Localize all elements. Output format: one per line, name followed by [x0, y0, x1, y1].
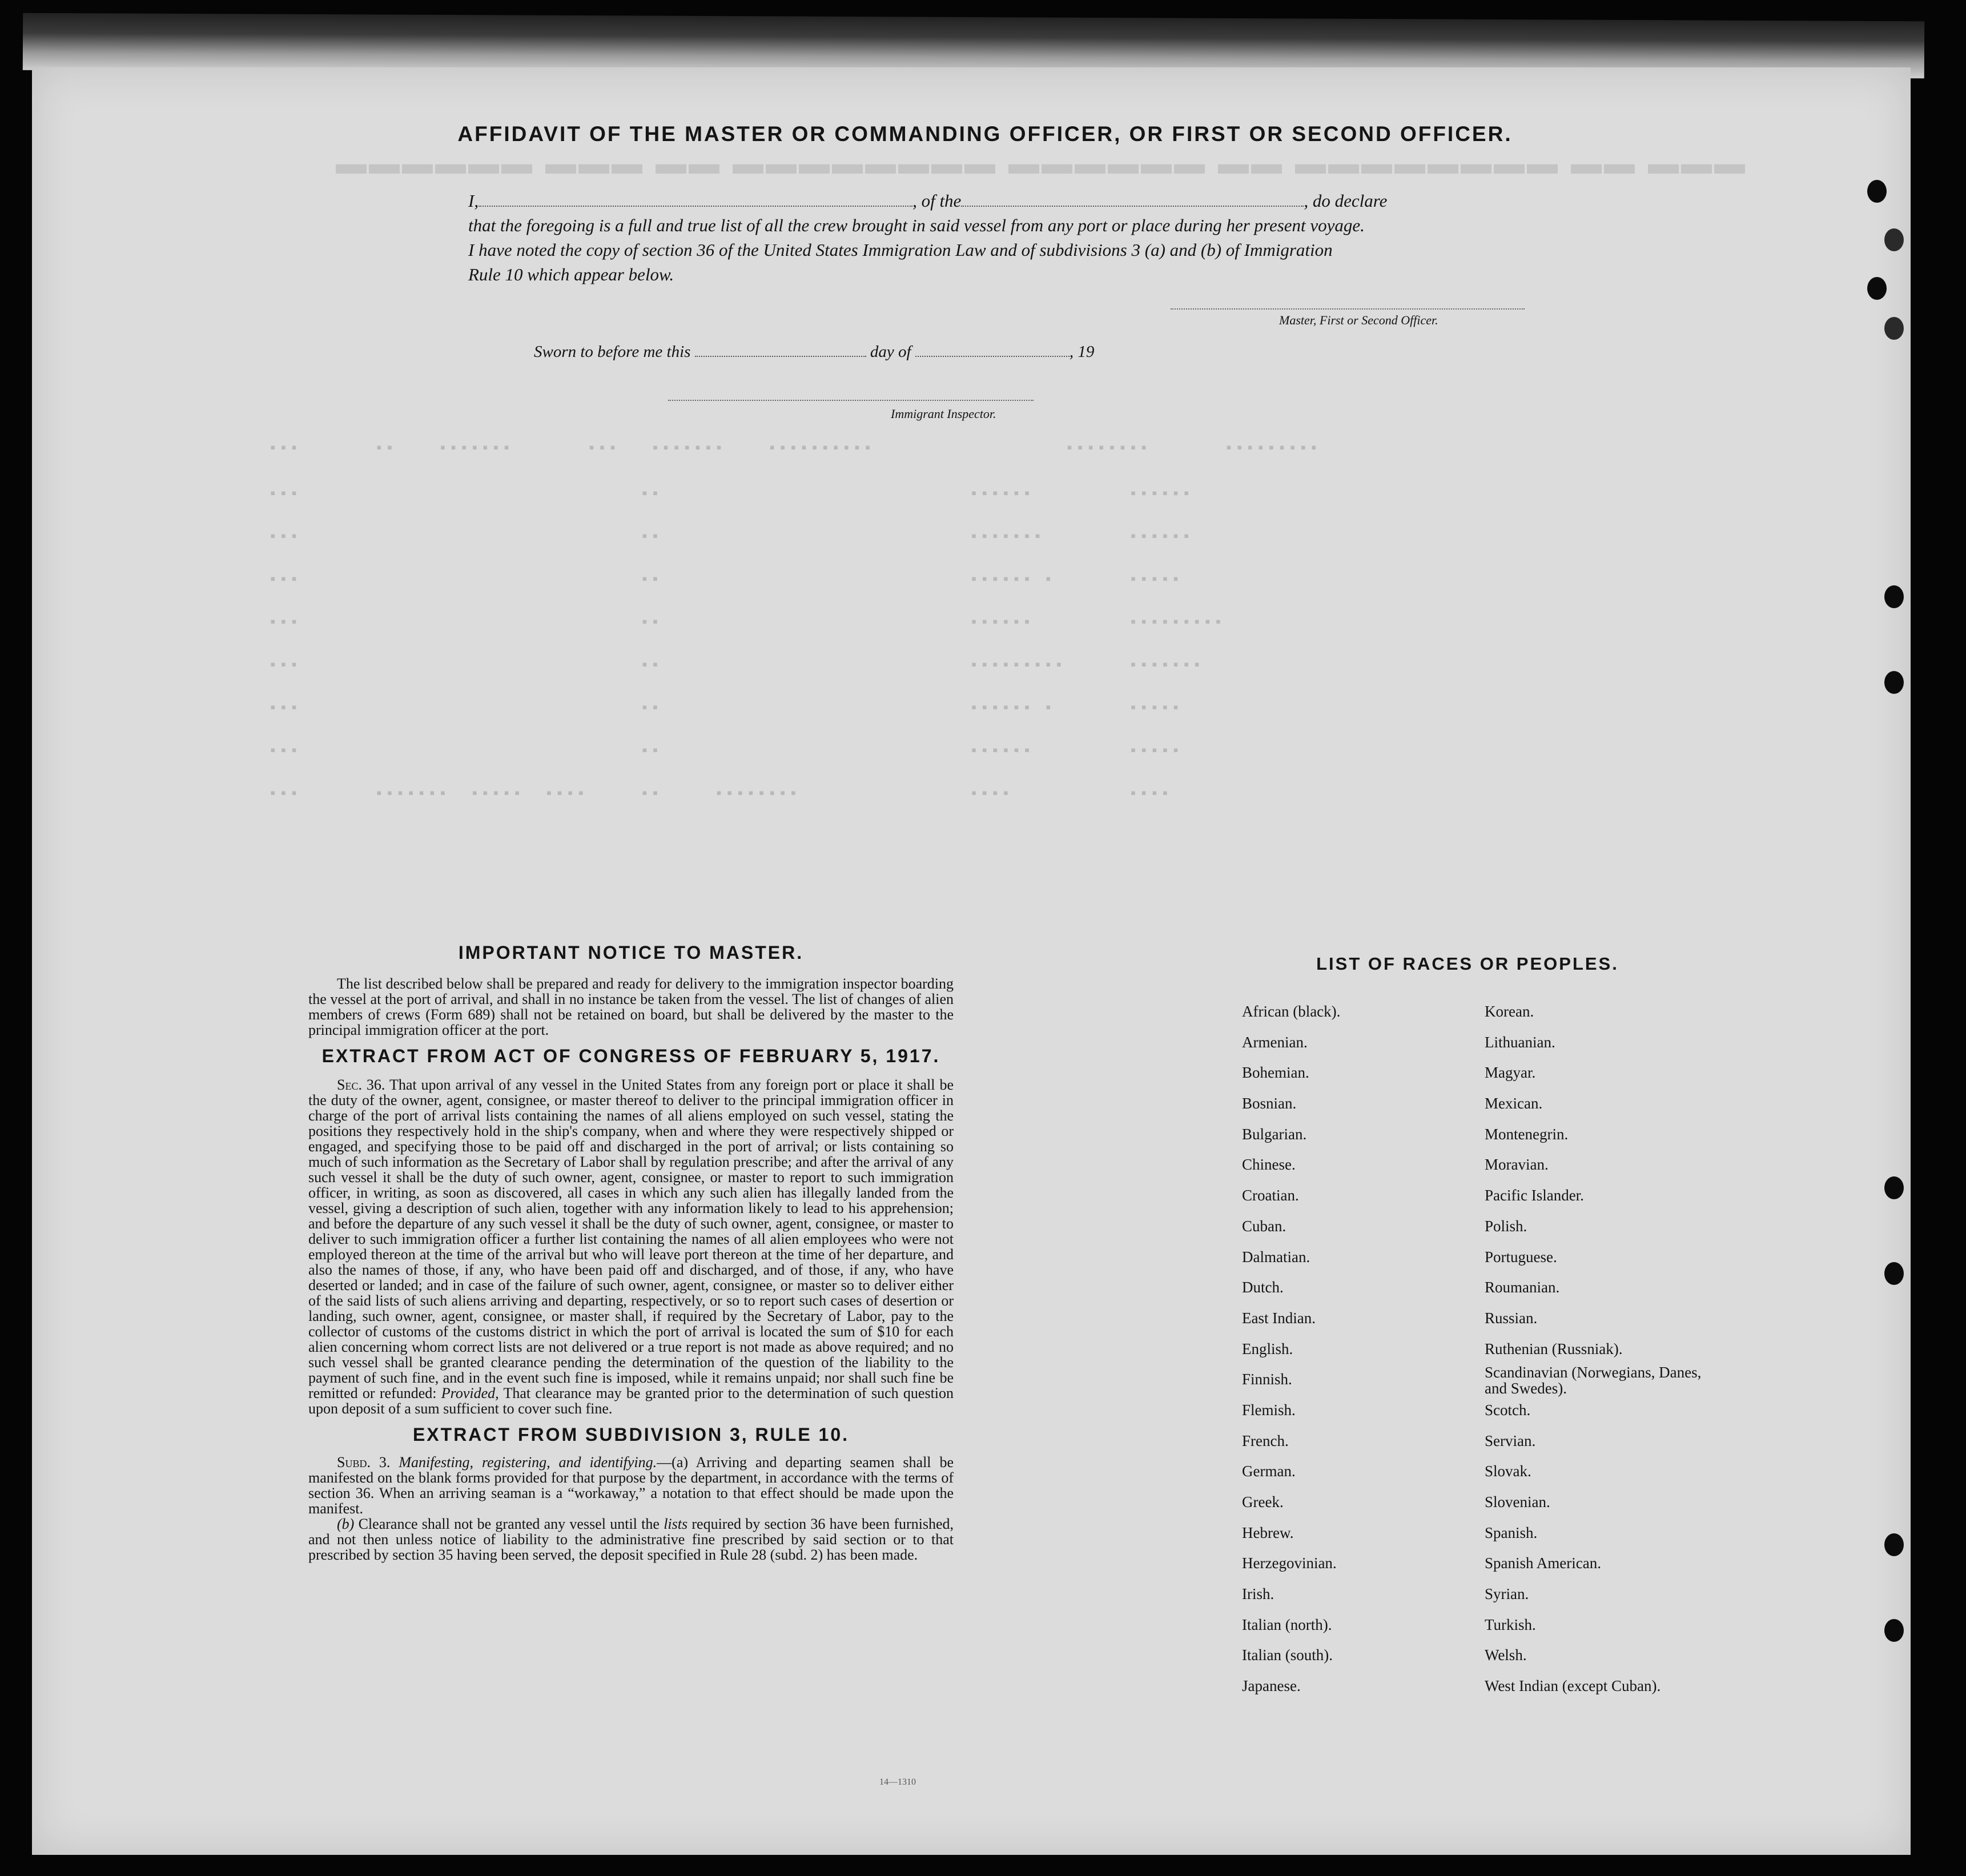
year-label: , 19 — [1069, 343, 1095, 361]
race-item: Moravian. — [1485, 1156, 1549, 1174]
race-item: Flemish. — [1242, 1401, 1296, 1419]
race-item: Montenegrin. — [1485, 1125, 1569, 1143]
race-item: West Indian (except Cuban). — [1485, 1677, 1661, 1695]
punch-hole — [1884, 1533, 1904, 1556]
punch-hole — [1867, 277, 1887, 300]
race-item: Italian (south). — [1242, 1646, 1333, 1664]
race-item: Welsh. — [1485, 1646, 1527, 1664]
race-item: Dutch. — [1242, 1279, 1284, 1296]
race-item: Spanish American. — [1485, 1554, 1601, 1572]
race-item: Portuguese. — [1485, 1248, 1557, 1266]
rule-title: EXTRACT FROM SUBDIVISION 3, RULE 10. — [412, 1424, 850, 1445]
races-title: LIST OF RACES OR PEOPLES. — [1316, 954, 1619, 974]
bleed-through-heading: ▬▬▬ ▬▬ ▬▬▬▬▬▬▬▬ ▬▬ ▬▬▬▬▬▬ ▬▬▬▬▬▬▬▬ ▬▬ ▬▬▬ ▬▬▬▬▬▬ — [333, 146, 1746, 180]
rule-subd-label: Subd. 3. — [337, 1454, 391, 1471]
race-item: East Indian. — [1242, 1309, 1316, 1327]
rule-b-text1: Clearance shall not be granted any vessel until the — [358, 1516, 660, 1532]
race-item: Greek. — [1242, 1493, 1284, 1511]
race-item: Slovenian. — [1485, 1493, 1550, 1511]
race-item: Scotch. — [1485, 1401, 1531, 1419]
race-item: Ruthenian (Russniak). — [1485, 1340, 1623, 1357]
race-item: Lithuanian. — [1485, 1033, 1555, 1051]
race-item: Herzegovinian. — [1242, 1554, 1337, 1572]
race-item: Korean. — [1485, 1003, 1534, 1020]
affidavit-line-1 — [468, 188, 1525, 213]
notice-column — [308, 942, 954, 1562]
race-item: Armenian. — [1242, 1033, 1308, 1051]
race-item: Bosnian. — [1242, 1095, 1297, 1112]
day-of-label: day of — [870, 343, 911, 361]
punch-hole — [1884, 1176, 1904, 1199]
race-item: Pacific Islander. — [1485, 1187, 1584, 1204]
race-item: Russian. — [1485, 1309, 1538, 1327]
race-item: Turkish. — [1485, 1616, 1536, 1633]
race-item: Finnish. — [1242, 1371, 1292, 1388]
race-item: Cuban. — [1242, 1217, 1286, 1235]
sworn-line — [534, 343, 1094, 361]
affidavit-title: AFFIDAVIT OF THE MASTER OR COMMANDING OFFICER, OR FIRST OR SECOND OFFICER. — [457, 122, 1513, 146]
race-item: Bulgarian. — [1242, 1125, 1307, 1143]
notice-title: IMPORTANT NOTICE TO MASTER. — [458, 942, 804, 963]
races-section — [1239, 954, 1696, 974]
race-item: Roumanian. — [1485, 1279, 1560, 1296]
race-item: Irish. — [1242, 1585, 1275, 1603]
race-item: Syrian. — [1485, 1585, 1529, 1603]
race-item: Dalmatian. — [1242, 1248, 1310, 1266]
race-item: English. — [1242, 1340, 1293, 1357]
rule-b-lists: lists — [664, 1516, 688, 1532]
race-item: French. — [1242, 1432, 1289, 1449]
race-item: Chinese. — [1242, 1156, 1296, 1174]
affidavit-text — [468, 188, 1525, 287]
race-item: Japanese. — [1242, 1677, 1301, 1695]
race-item: Scandinavian (Norwegians, Danes, and Swedes). — [1485, 1364, 1702, 1397]
race-item: Hebrew. — [1242, 1524, 1294, 1541]
sworn-day-fill[interactable] — [695, 343, 866, 357]
punch-hole — [1867, 180, 1887, 203]
rule-b-text2: required by section 36 have been furnished, and not then unless notice of liability to the administrative fine prescribed by said section or to that prescribed by section 35 having been served, the deposit specified in Rule 28 (subd. 2) has been made. — [308, 1516, 954, 1563]
sworn-label: Sworn to before me this — [534, 343, 691, 361]
sworn-month-fill[interactable] — [915, 343, 1070, 357]
inspector-signature-line[interactable] — [668, 400, 1034, 401]
race-item: Bohemian. — [1242, 1064, 1309, 1082]
race-item: Servian. — [1485, 1432, 1536, 1449]
rule-subd-title: Manifesting, registering, and identifying. — [399, 1454, 657, 1471]
affidavit-line-3: I have noted the copy of section 36 of the United States Immigration Law and of subdivisions 3 (a) and (b) of Immigration — [468, 240, 1333, 260]
name-fill-line[interactable] — [479, 193, 912, 207]
affidavit-i: I, — [468, 191, 479, 211]
vessel-fill-line[interactable] — [961, 193, 1304, 207]
race-item: Mexican. — [1485, 1095, 1543, 1112]
rule-subd-3b — [308, 1516, 954, 1562]
punch-hole — [1884, 1262, 1904, 1285]
race-item: German. — [1242, 1463, 1296, 1480]
race-item: Italian (north). — [1242, 1616, 1332, 1633]
act-text: That upon arrival of any vessel in the United States from any foreign port or place it shall be the duty of the owner, agent, consignee, or master thereof to deliver to the principal immigration officer in charge of the port of arrival lists containing the names of all aliens employed on such vessel, stating the positions they respectively hold in the ship's company, when and where they were respectively shipped or engaged, and specifying those to be paid off and discharged in the port of arrival; or lists containing so much of such information as the Secretary of Labor shall by regulation prescribe; and after the arrival of any such vessel it shall be the duty of such owner, agent, consignee, or master to report to such immigration officer, in writing, as soon as discovered, all cases in which any such alien has illegally landed from the vessel, giving a description of such alien, together with any information likely to lead to his apprehension; and before the departure of any such vessel it shall be the duty of such owner, agent, consignee, or master to deliver to such immigration officer a further list containing the names of all alien employees who were not employed thereon at the time of the arrival but who will leave port thereon at the time of her departure, and also the names of those, if any, who have been paid off and discharged, and of those, if any, who have deserted or landed; and in case of the failure of such owner, agent, consignee, or master so to deliver either of the said lists of such aliens arriving and departing, respectively, or so to report such cases of desertion or landing, such owner, agent, consignee, or master shall, if required by the Secretary of Labor, pay to the collector of customs of the customs district in which the port of arrival is located the sum of $10 for each alien concerning whom correct lists are not delivered or a true report is not made as above required; and no such vessel shall be granted clearance pending the determination of the question of the liability to the payment of such fine, and in the event such fine is imposed, while it remains unpaid; nor shall such fine be remitted or refunded: — [308, 1076, 954, 1401]
punch-hole — [1884, 585, 1904, 608]
races-right-column — [1485, 997, 1719, 1702]
punch-hole — [1884, 671, 1904, 694]
race-item: Magyar. — [1485, 1064, 1536, 1082]
rule-subd-3a — [308, 1455, 954, 1516]
races-left-column — [1242, 997, 1340, 1702]
affidavit-line-4: Rule 10 which appear below. — [468, 264, 674, 284]
race-item: Croatian. — [1242, 1187, 1299, 1204]
act-text-end: That clearance may be granted prior to the determination of such question upon deposit of a sum sufficient to cover such fine. — [308, 1385, 954, 1417]
act-title: EXTRACT FROM ACT OF CONGRESS OF FEBRUARY 5, 1917. — [321, 1046, 940, 1066]
act-section-36 — [308, 1077, 954, 1416]
punch-hole — [1884, 228, 1904, 251]
master-signature-line[interactable] — [1171, 308, 1525, 310]
rule-b-label: (b) — [337, 1516, 355, 1532]
punch-hole — [1884, 317, 1904, 340]
rule-a-text: —(a) Arriving and departing seamen shall be manifested on the blank forms provided for that purpose by the department, in accordance with the terms of section 36. When an arriving seaman is a “workaway,” a notation to that effect should be made upon the manifest. — [308, 1454, 954, 1517]
master-label: Master, First or Second Officer. — [1279, 313, 1438, 327]
inspector-label: Immigrant Inspector. — [891, 407, 996, 421]
punch-hole — [1884, 1619, 1904, 1642]
affidavit-of-the: , of the — [912, 191, 962, 211]
notice-text: The list described below shall be prepared and ready for delivery to the immigration inspector boarding the vessel at the port of arrival, and shall in no instance be taken from the vessel. The list of changes of alien members of crews (Form 689) shall not be retained on board, but shall be delivered by the master to the principal immigration officer at the port. — [308, 975, 954, 1038]
affidavit-line-2: that the foregoing is a full and true list of all the crew brought in said vessel from any port or place during her present voyage. — [468, 215, 1365, 235]
form-number: 14—1310 — [879, 1777, 916, 1787]
affidavit-do-declare: , do declare — [1304, 191, 1388, 211]
race-item: Slovak. — [1485, 1463, 1531, 1480]
act-sec-label: Sec. 36. — [337, 1076, 385, 1093]
act-provided: Provided, — [441, 1385, 499, 1401]
race-item: Polish. — [1485, 1217, 1527, 1235]
race-item: Spanish. — [1485, 1524, 1538, 1541]
race-item: African (black). — [1242, 1003, 1341, 1020]
